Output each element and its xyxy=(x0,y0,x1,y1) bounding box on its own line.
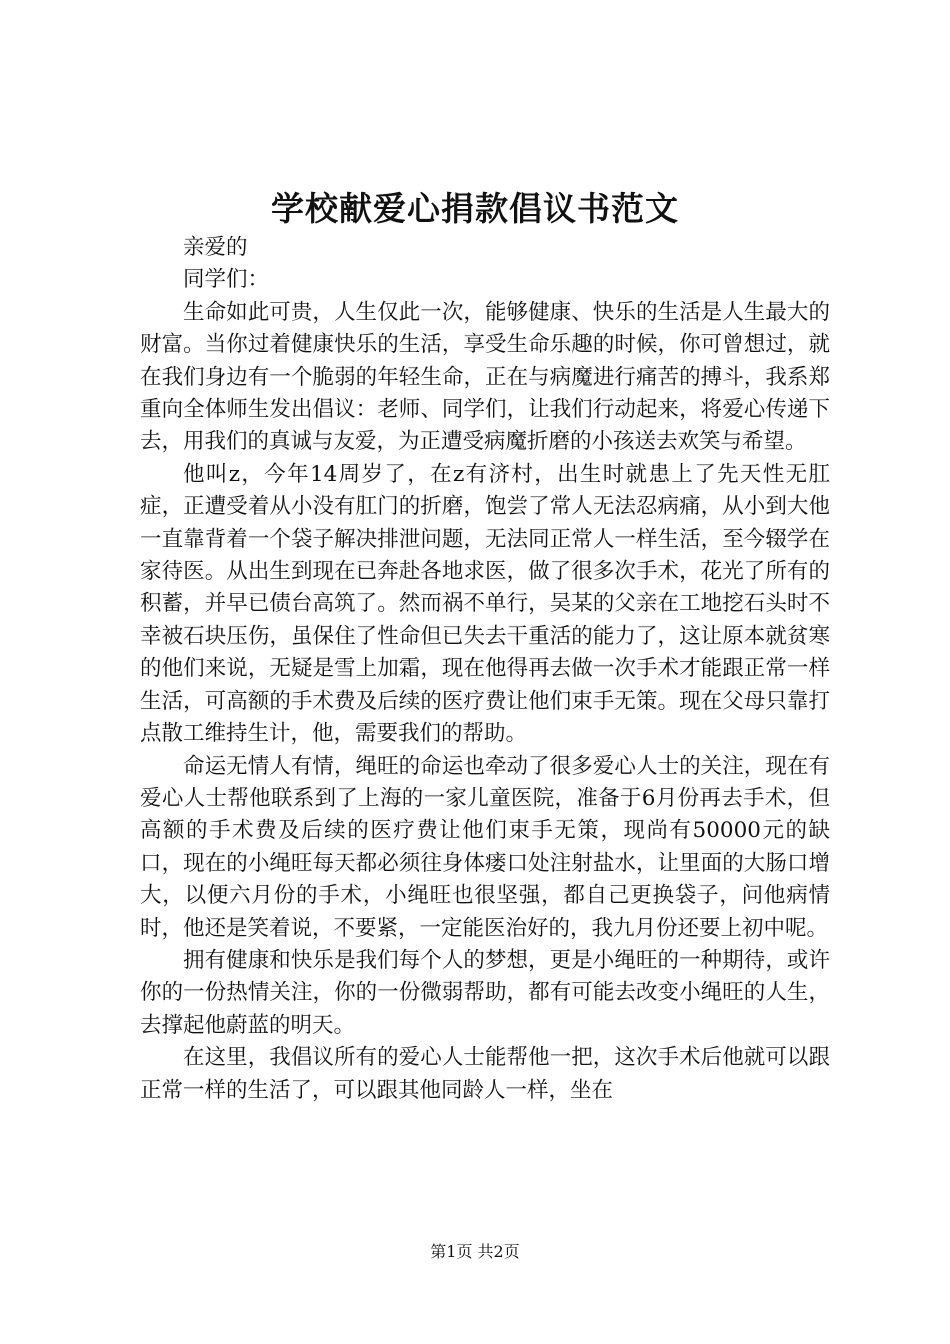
body-paragraph: 命运无情人有情，绳旺的命运也牵动了很多爱心人士的关注，现在有爱心人士帮他联系到了上海的一家儿童医院，准备于6月份再去手术，但高额的手术费及后续的医疗费让他们束手无策，现尚有50000元的缺口，现在的小绳旺每天都必须往身体瘘口处注射盐水，让里面的大肠口增大，以便六月份的手术，小绳旺也很坚强，都自己更换袋子，问他病情时，他还是笑着说，不要紧，一定能医治好的，我九月份还要上初中呢。 xyxy=(140,753,830,941)
page-footer: 第1页 共2页 xyxy=(430,1242,520,1261)
body-paragraph: 他叫z，今年14周岁了，在z有济村，出生时就患上了先天性无肛症，正遭受着从小没有肛门的折磨，饱尝了常人无法忍病痛，从小到大他一直靠背着一个袋子解决排泄问题，无法同正常人一样生活，至今辍学在家待医。从出生到现在已奔赴各地求医，做了很多次手术，花光了所有的积蓄，并早已债台高筑了。然而祸不单行，吴某的父亲在工地挖石头时不幸被石块压伤，虽保住了性命但已失去干重活的能力了，这让原本就贫寒的他们来说，无疑是雪上加霜，现在他得再去做一次手术才能跟正常一样生活，可高额的手术费及后续的医疗费让他们束手无策。现在父母只靠打点散工维持生计，他，需要我们的帮助。 xyxy=(140,461,830,747)
body-paragraph: 拥有健康和快乐是我们每个人的梦想，更是小绳旺的一种期待，或许你的一份热情关注，你的一份微弱帮助，都有可能去改变小绳旺的人生，去撑起他蔚蓝的明天。 xyxy=(140,947,830,1038)
body-paragraph: 生命如此可贵，人生仅此一次，能够健康、快乐的生活是人生最大的财富。当你过着健康快乐的生活，享受生命乐趣的时候，你可曾想过，就在我们身边有一个脆弱的年轻生命，正在与病魔进行痛苦的搏斗，我系郑重向全体师生发出倡议：老师、同学们，让我们行动起来，将爱心传递下去，用我们的真诚与友爱，为正遭受病魔折磨的小孩送去欢笑与希望。 xyxy=(140,299,830,455)
salutation-line: 同学们： xyxy=(183,267,270,293)
document-body xyxy=(140,232,830,1107)
body-paragraph: 在这里，我倡议所有的爱心人士能帮他一把，这次手术后他就可以跟正常一样的生活了，可以跟其他同龄人一样，坐在 xyxy=(140,1045,830,1103)
salutation-line: 亲爱的 xyxy=(183,235,248,260)
document-title: 学校献爱心捐款倡议书范文 xyxy=(271,189,679,228)
